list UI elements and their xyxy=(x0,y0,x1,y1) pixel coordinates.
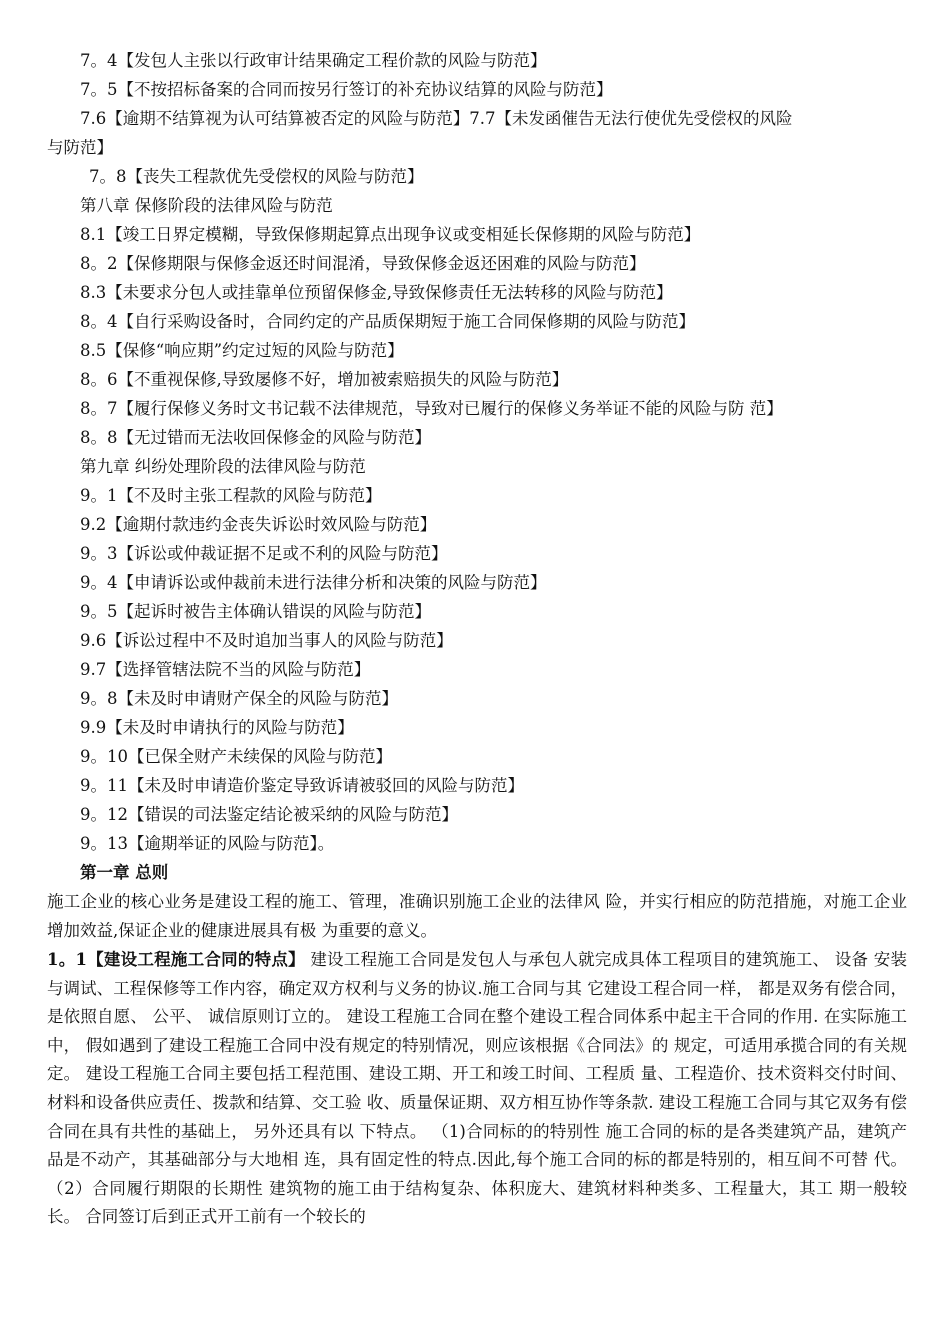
toc-item-8-3: 8.3【未要求分包人或挂靠单位预留保修金,导致保修责任无法转移的风险与防范】 xyxy=(80,283,673,302)
chapter-9-title: 第九章 纠纷处理阶段的法律风险与防范 xyxy=(80,457,366,476)
toc-item-9-10: 9。10【已保全财产未续保的风险与防范】 xyxy=(80,747,392,766)
toc-item-8-6: 8。6【不重视保修,导致屡修不好，增加被索赔损失的风险与防范】 xyxy=(80,370,569,389)
toc-item-7-8: 7。8【丧失工程款优先受偿权的风险与防范】 xyxy=(89,167,424,186)
chapter-1-title: 第一章 总则 xyxy=(80,863,169,882)
toc-item-7-4: 7。4【发包人主张以行政审计结果确定工程价款的风险与防范】 xyxy=(80,51,547,70)
toc-item-9-13: 9。13【逾期举证的风险与防范】。 xyxy=(80,834,335,853)
toc-item-8-4: 8。4【自行采购设备时，合同约定的产品质保期短于施工合同保修期的风险与防范】 xyxy=(80,312,695,331)
toc-item-9-2: 9.2【逾期付款违约金丧失诉讼时效风险与防范】 xyxy=(80,515,437,534)
toc-item-8-2: 8。2【保修期限与保修金返还时间混淆，导致保修金返还困难的风险与防范】 xyxy=(80,254,646,273)
toc-item-8-5: 8.5【保修“响应期”约定过短的风险与防范】 xyxy=(80,341,404,360)
toc-item-9-9: 9.9【未及时申请执行的风险与防范】 xyxy=(80,718,354,737)
toc-item-9-6: 9.6【诉讼过程中不及时追加当事人的风险与防范】 xyxy=(80,631,453,650)
toc-item-9-1: 9。1【不及时主张工程款的风险与防范】 xyxy=(80,486,382,505)
toc-item-8-7: 8。7【履行保修义务时文书记载不法律规范，导致对已履行的保修义务举证不能的风险与防 范】 xyxy=(80,399,783,418)
toc-item-9-11: 9。11【未及时申请造价鉴定导致诉请被驳回的风险与防范】 xyxy=(80,776,524,795)
toc-item-9-12: 9。12【错误的司法鉴定结论被采纳的风险与防范】 xyxy=(80,805,458,824)
toc-item-9-8: 9。8【未及时申请财产保全的风险与防范】 xyxy=(80,689,398,708)
toc-item-8-8: 8。8【无过错而无法收回保修金的风险与防范】 xyxy=(80,428,431,447)
toc-item-8-1: 8.1【竣工日界定模糊，导致保修期起算点出现争议或变相延长保修期的风险与防范】 xyxy=(80,225,701,244)
section-1-1-heading: 1。1【建设工程施工合同的特点】 xyxy=(47,950,305,969)
chapter-1-intro: 施工企业的核心业务是建设工程的施工、管理，准确识别施工企业的法律风 险，并实行相应的防范措施，对施工企业增加效益,保证企业的健康进展具有极 为重要的意义。 xyxy=(47,892,907,940)
toc-item-7-6-7-7: 7.6【逾期不结算视为认可结算被否定的风险与防范】7.7【未发函催告无法行使优先受偿权的风险 xyxy=(80,109,793,128)
chapter-8-title: 第八章 保修阶段的法律风险与防范 xyxy=(80,196,333,215)
toc-item-9-7: 9.7【选择管辖法院不当的风险与防范】 xyxy=(80,660,371,679)
section-1-1-paragraph xyxy=(47,946,907,1232)
toc-item-9-3: 9。3【诉讼或仲裁证据不足或不利的风险与防范】 xyxy=(80,544,448,563)
toc-item-9-4: 9。4【申请诉讼或仲裁前未进行法律分析和决策的风险与防范】 xyxy=(80,573,547,592)
toc-item-7-5: 7。5【不按招标备案的合同而按另行签订的补充协议结算的风险与防范】 xyxy=(80,80,613,99)
section-1-1-body: 建设工程施工合同是发包人与承包人就完成具体工程项目的建筑施工、 设备 安装与调试、工程保修等工作内容，确定双方权利与义务的协议.施工合同与其 它建设工程合同一样， 都是双务有偿合同， 是依照自愿、 公平、 诚信原则订立的。 建设工程施工合同在整个建设工程合同体系中起主干合同的作用. 在实际施工中， 假如遇到了建设工程施工合同中没有规定的特别情况，则应该根据《合同法》的 规定，可适用承揽合同的有关规定。 建设工程施工合同主要包括工程范围、建设工期、开工和竣工时间、工程质 量、工程造价、技术资料交付时间、材料和设备供应责任、拨款和结算、交工验 收、质量保证期、双方相互协作等条款. 建设工程施工合同与其它双务有偿合同在具有共性的基础上， 另外还具有以 下特点。 （1)合同标的的特别性 施工合同的标的是各类建筑产品，建筑产品是不动产，其基础部分与大地相 连，具有固定性的特点.因此,每个施工合同的标的都是特别的，相互间不可替 代。 （2）合同履行期限的长期性 建筑物的施工由于结构复杂、体积庞大、建筑材料种类多、工程量大，其工 期一般较长。 合同签订后到正式开工前有一个较长的 xyxy=(47,950,907,1227)
toc-item-7-7-continued: 与防范】 xyxy=(47,138,113,157)
toc-item-9-5: 9。5【起诉时被告主体确认错误的风险与防范】 xyxy=(80,602,431,621)
